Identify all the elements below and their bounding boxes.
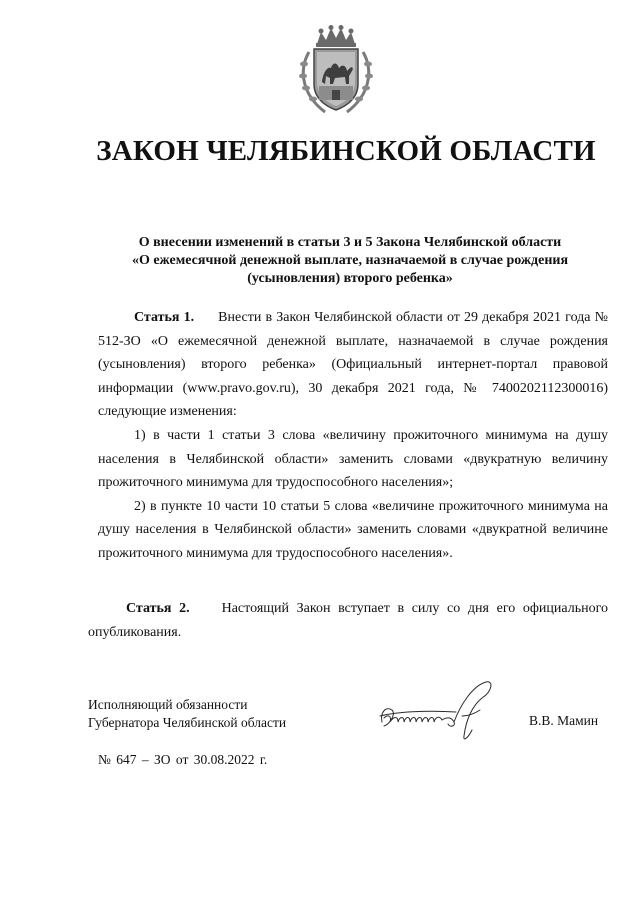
signatory-position-line: Исполняющий обязанности [88, 697, 248, 712]
signatory-position [88, 696, 286, 732]
document-title: ЗАКОН ЧЕЛЯБИНСКОЙ ОБЛАСТИ [96, 135, 596, 167]
subtitle-line: «О ежемесячной денежной выплате, назначаемой в случае рождения [131, 253, 569, 268]
article-1-label: Статья 1. [134, 310, 195, 325]
article-1 [98, 306, 608, 566]
subtitle-line: (усыновления) второго ребенка» [247, 271, 453, 286]
signatory-name: В.В. Мамин [529, 713, 599, 728]
coat-of-arms-icon [295, 24, 377, 118]
article-2-text-block [88, 597, 608, 644]
article-1-intro [98, 306, 608, 424]
document-subtitle [90, 234, 610, 288]
handwritten-signature [376, 676, 498, 748]
article-2-label: Статья 2. [126, 601, 190, 616]
article-1-text: Внести в Закон Челябинской области от 29 декабря 2021 года № 512-ЗО «О ежемесячной денежной выплате, назначаемой в случае рождения (усыновления) второго ребенка» (Официальный интернет-портал правовой информации (www.pravo.gov.ru), 30 декабря 2021 года, № 7400202112300016) следующие изменения: [98, 310, 609, 420]
article-2-text: Настоящий Закон вступает в силу со дня его официального опубликования. [88, 601, 608, 640]
subtitle-line: О внесении изменений в статьи 3 и 5 Закона Челябинской области [138, 235, 562, 250]
article-1-item-1: 1) в части 1 статьи 3 слова «величину прожиточного минимума на душу населения в Челябинской области» заменить словами «двукратную величину прожиточного минимума для трудоспособного населения»; [98, 427, 608, 491]
signatory-position-line: Губернатора Челябинской области [88, 715, 287, 730]
law-number-and-date: № 647 – ЗО от 30.08.2022 г. [98, 752, 268, 767]
article-1-item-2: 2) в пункте 10 части 10 статьи 5 слова «величине прожиточного минимума на душу населения в Челябинской области» заменить словами «двукратной величине прожиточного минимума для трудоспособного населения». [98, 498, 608, 561]
article-2 [88, 597, 608, 644]
